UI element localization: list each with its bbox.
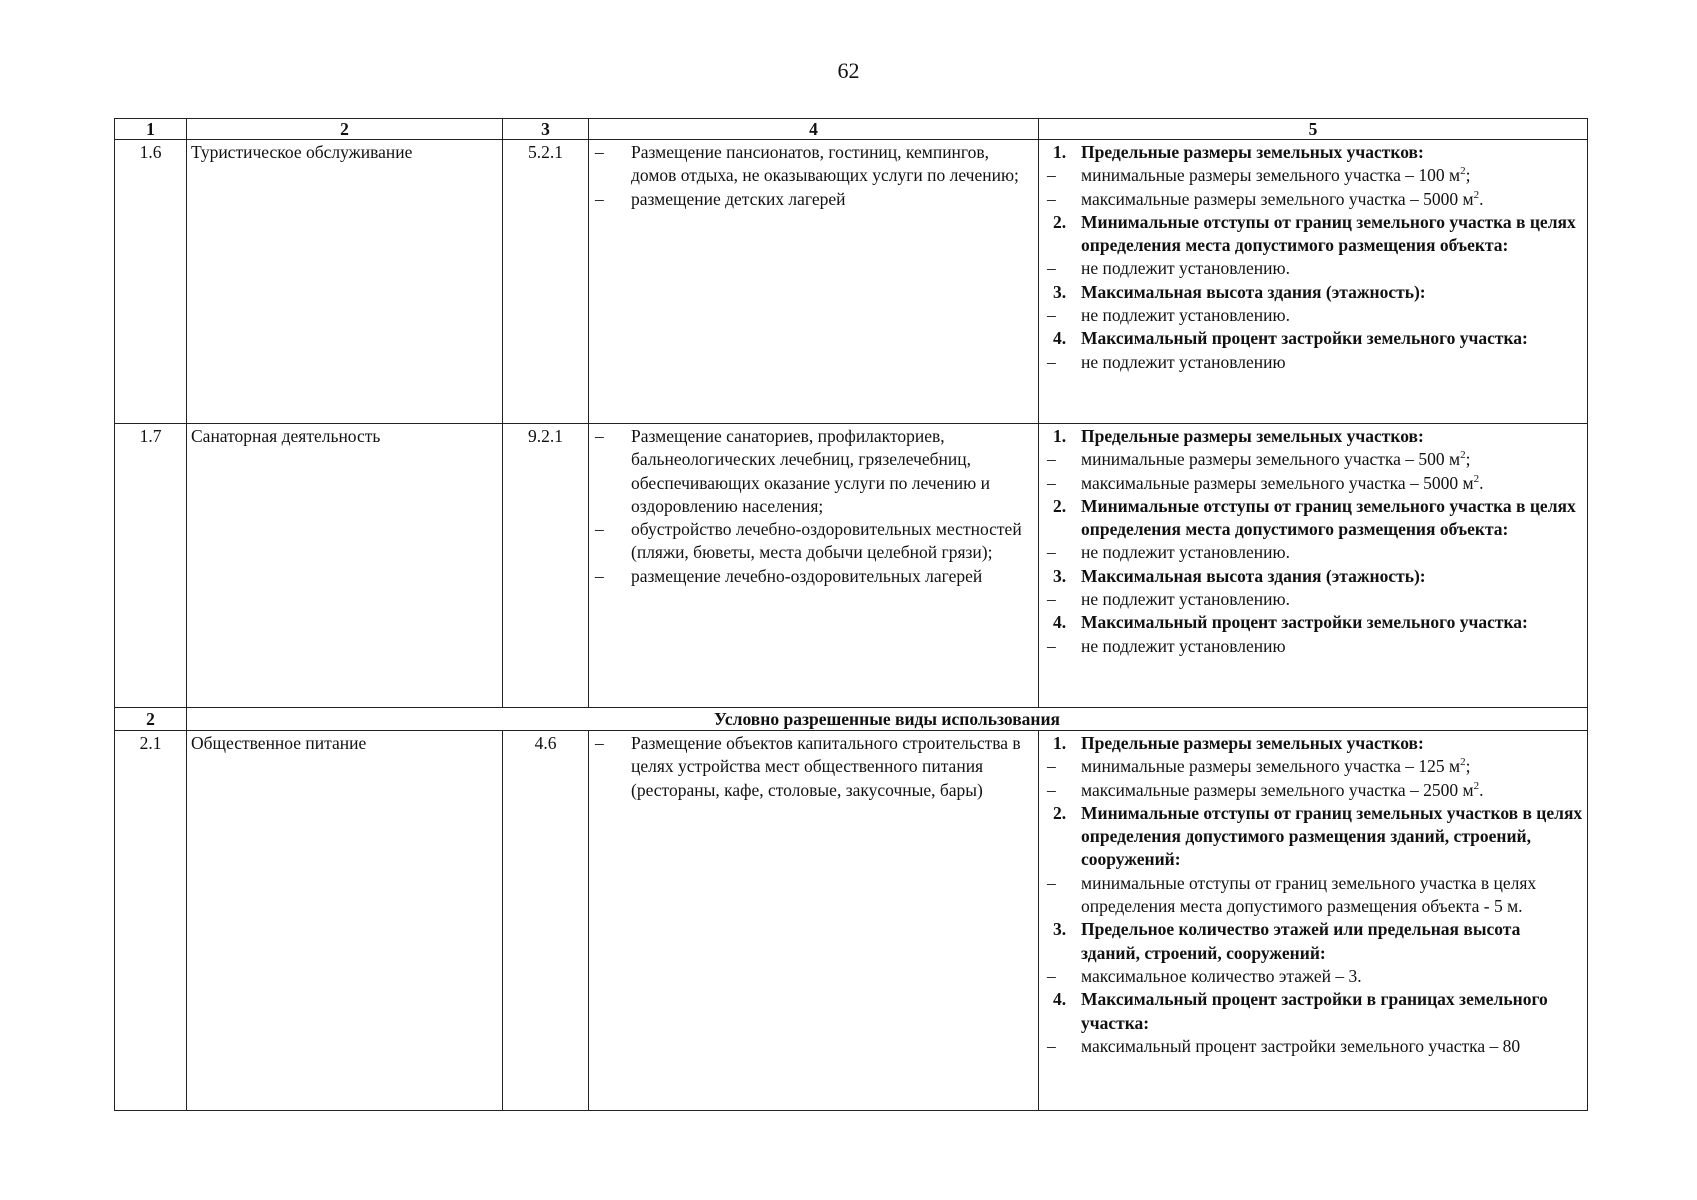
parameter-number: 2. [1053,495,1067,516]
description-text: Размещение санаториев, профилакториев, бальнеологических лечебниц, грязелечебниц, обеспечивающих оказание услуги по лечению и оздоровлению населения; [631,426,990,516]
dash-marker: – [1047,258,1056,279]
parameter-value [1043,635,1583,658]
use-description [589,731,1039,1111]
description-item [593,732,1034,802]
header-row [115,119,1588,140]
parameter-heading [1043,802,1583,872]
parameter-heading [1043,327,1583,350]
parameter-number: 1. [1053,733,1067,753]
parameter-title: Максимальный процент застройки в границах земельного участка: [1081,989,1548,1033]
table-row [115,140,1588,424]
description-text: размещение детских лагерей [631,188,846,209]
parameter-value-text: максимальные размеры земельного участка – 2500 м [1081,779,1474,800]
use-description [589,424,1039,708]
parameter-value-tail: ; [1465,449,1471,470]
parameter-value-text: не подлежит установлению. [1081,542,1290,563]
parameter-title: Максимальный процент застройки земельного участка: [1081,328,1528,349]
table-row [115,731,1588,1111]
parameter-heading [1043,211,1583,258]
dash-marker: – [595,519,604,540]
parameters-list [1043,425,1583,658]
parameter-value-text: не подлежит установлению. [1081,305,1290,326]
dash-marker: – [1047,635,1056,656]
parameter-title: Максимальная высота здания (этажность): [1081,281,1426,302]
dash-marker: – [1047,165,1056,186]
description-item [593,141,1034,188]
parameter-heading [1043,565,1583,588]
description-text: Размещение объектов капитального строительства в целях устройства мест общественного питания (рестораны, кафе, столовые, закусочные, бары) [631,733,1021,800]
section-row [115,708,1588,731]
parameter-value-text: не подлежит установлению [1081,635,1286,656]
table-row [115,424,1588,708]
description-list [593,425,1034,588]
parameter-value-text: минимальные отступы от границ земельного участка в целях определения места допустимого размещения объекта - 5 м. [1081,872,1537,917]
header-cell-4: 4 [589,119,1039,140]
parameter-value [1043,779,1583,802]
classifier-code: 5.2.1 [503,140,589,424]
header-cell-2: 2 [187,119,503,140]
parameter-value-tail: . [1479,779,1484,800]
dash-marker: – [595,426,604,446]
parameter-value-text: максимальный процент застройки земельного участка – 80 [1081,1035,1521,1056]
superscript: 2 [1460,165,1466,178]
parameter-value [1043,351,1583,374]
parameter-heading [1043,281,1583,304]
parameter-value-text: минимальные размеры земельного участка – 500 м [1081,449,1461,470]
description-item [593,565,1034,588]
parameter-value [1043,541,1583,564]
parameter-value [1043,872,1583,919]
superscript: 2 [1460,756,1466,769]
dash-marker: – [1047,872,1056,893]
description-text: размещение лечебно-оздоровительных лагерей [631,565,983,586]
parameter-value [1043,588,1583,611]
parameter-number: 2. [1053,802,1067,823]
parameter-value-text: максимальные размеры земельного участка – 5000 м [1081,188,1474,209]
description-list [593,141,1034,211]
parameter-value [1043,755,1583,778]
row-number: 1.7 [115,424,187,708]
parameter-value-tail: . [1479,188,1484,209]
dash-marker: – [595,188,604,209]
dash-marker: – [1047,1035,1056,1056]
parameter-number: 4. [1053,989,1067,1010]
page-number: 62 [837,58,860,83]
parameter-value-text: не подлежит установлению. [1081,589,1290,610]
parameters-list [1043,732,1583,1058]
parameter-number: 4. [1053,612,1067,633]
dash-marker: – [1047,472,1056,493]
superscript: 2 [1460,449,1466,462]
description-item [593,188,1034,211]
dash-marker: – [1047,449,1056,470]
parameter-value [1043,164,1583,187]
header-cell-3: 3 [503,119,589,140]
parameter-value-text: минимальные размеры земельного участка – 100 м [1081,165,1461,186]
parameter-title: Предельные размеры земельных участков: [1081,142,1424,162]
parameter-title: Минимальные отступы от границ земельного участка в целях определения места допустимого размещения объекта: [1081,211,1576,256]
description-item [593,518,1034,565]
dash-marker: – [1047,589,1056,610]
parameter-heading [1043,732,1583,755]
row-number: 2.1 [115,731,187,1111]
dash-marker: – [1047,188,1056,209]
parameter-number: 3. [1053,281,1067,302]
parameters [1039,424,1588,708]
use-type-name: Общественное питание [187,731,503,1111]
parameter-number: 2. [1053,211,1067,232]
header-cell-5: 5 [1039,119,1588,140]
parameter-value-text: минимальные размеры земельного участка – 125 м [1081,756,1461,777]
parameter-value-text: не подлежит установлению. [1081,258,1290,279]
parameter-value-tail: . [1479,472,1484,493]
parameter-heading [1043,918,1583,965]
classifier-code: 9.2.1 [503,424,589,708]
parameter-number: 3. [1053,919,1067,940]
parameter-value-text: не подлежит установлению [1081,351,1286,372]
parameters [1039,140,1588,424]
parameter-title: Максимальный процент застройки земельного участка: [1081,612,1528,633]
description-list [593,732,1034,802]
dash-marker: – [1047,542,1056,563]
parameters [1039,731,1588,1111]
header-cell-1: 1 [115,119,187,140]
dash-marker: – [1047,756,1056,777]
parameter-title: Минимальные отступы от границ земельных участков в целях определения допустимого размещения зданий, строений, сооружений: [1081,802,1583,870]
parameter-heading [1043,988,1583,1035]
parameter-value [1043,965,1583,988]
parameter-heading [1043,495,1583,542]
parameter-value [1043,472,1583,495]
parameter-heading [1043,425,1583,448]
dash-marker: – [595,565,604,586]
parameter-number: 1. [1053,426,1067,446]
parameter-value [1043,304,1583,327]
parameter-value [1043,448,1583,471]
parameter-heading [1043,611,1583,634]
superscript: 2 [1473,779,1480,792]
dash-marker: – [1047,305,1056,326]
dash-marker: – [1047,779,1056,800]
parameter-title: Предельные размеры земельных участков: [1081,426,1424,446]
parameter-value [1043,188,1583,211]
description-text: Размещение пансионатов, гостиниц, кемпингов, домов отдыха, не оказывающих услуги по лечению; [631,142,1019,186]
parameter-number: 3. [1053,565,1067,586]
parameter-title: Минимальные отступы от границ земельного участка в целях определения места допустимого размещения объекта: [1081,495,1576,540]
use-description [589,140,1039,424]
parameter-number: 4. [1053,328,1067,349]
description-text: обустройство лечебно-оздоровительных местностей (пляжи, бюветы, места добычи целебной грязи); [631,519,1022,563]
superscript: 2 [1473,472,1480,485]
use-type-name: Санаторная деятельность [187,424,503,708]
dash-marker: – [1047,965,1056,986]
section-title: Условно разрешенные виды использования [187,708,1588,731]
parameter-value-text: максимальные размеры земельного участка – 5000 м [1081,472,1474,493]
parameter-title: Предельное количество этажей или предельная высота зданий, строений, сооружений: [1081,919,1521,963]
dash-marker: – [595,142,604,162]
dash-marker: – [1047,351,1056,372]
description-item [593,425,1034,518]
parameter-value-tail: ; [1465,165,1471,186]
parameter-value-tail: ; [1465,756,1471,777]
parameter-value [1043,257,1583,280]
parameter-value [1043,1035,1583,1058]
parameter-heading [1043,141,1583,164]
classifier-code: 4.6 [503,731,589,1111]
use-type-name: Туристическое обслуживание [187,140,503,424]
section-number: 2 [115,708,187,731]
row-number: 1.6 [115,140,187,424]
parameters-list [1043,141,1583,374]
superscript: 2 [1473,188,1480,201]
dash-marker: – [595,733,604,753]
parameter-title: Максимальная высота здания (этажность): [1081,565,1426,586]
zoning-table [114,118,1588,1111]
parameter-value-text: максимальное количество этажей – 3. [1081,965,1362,986]
parameter-title: Предельные размеры земельных участков: [1081,733,1424,753]
parameter-number: 1. [1053,142,1067,162]
